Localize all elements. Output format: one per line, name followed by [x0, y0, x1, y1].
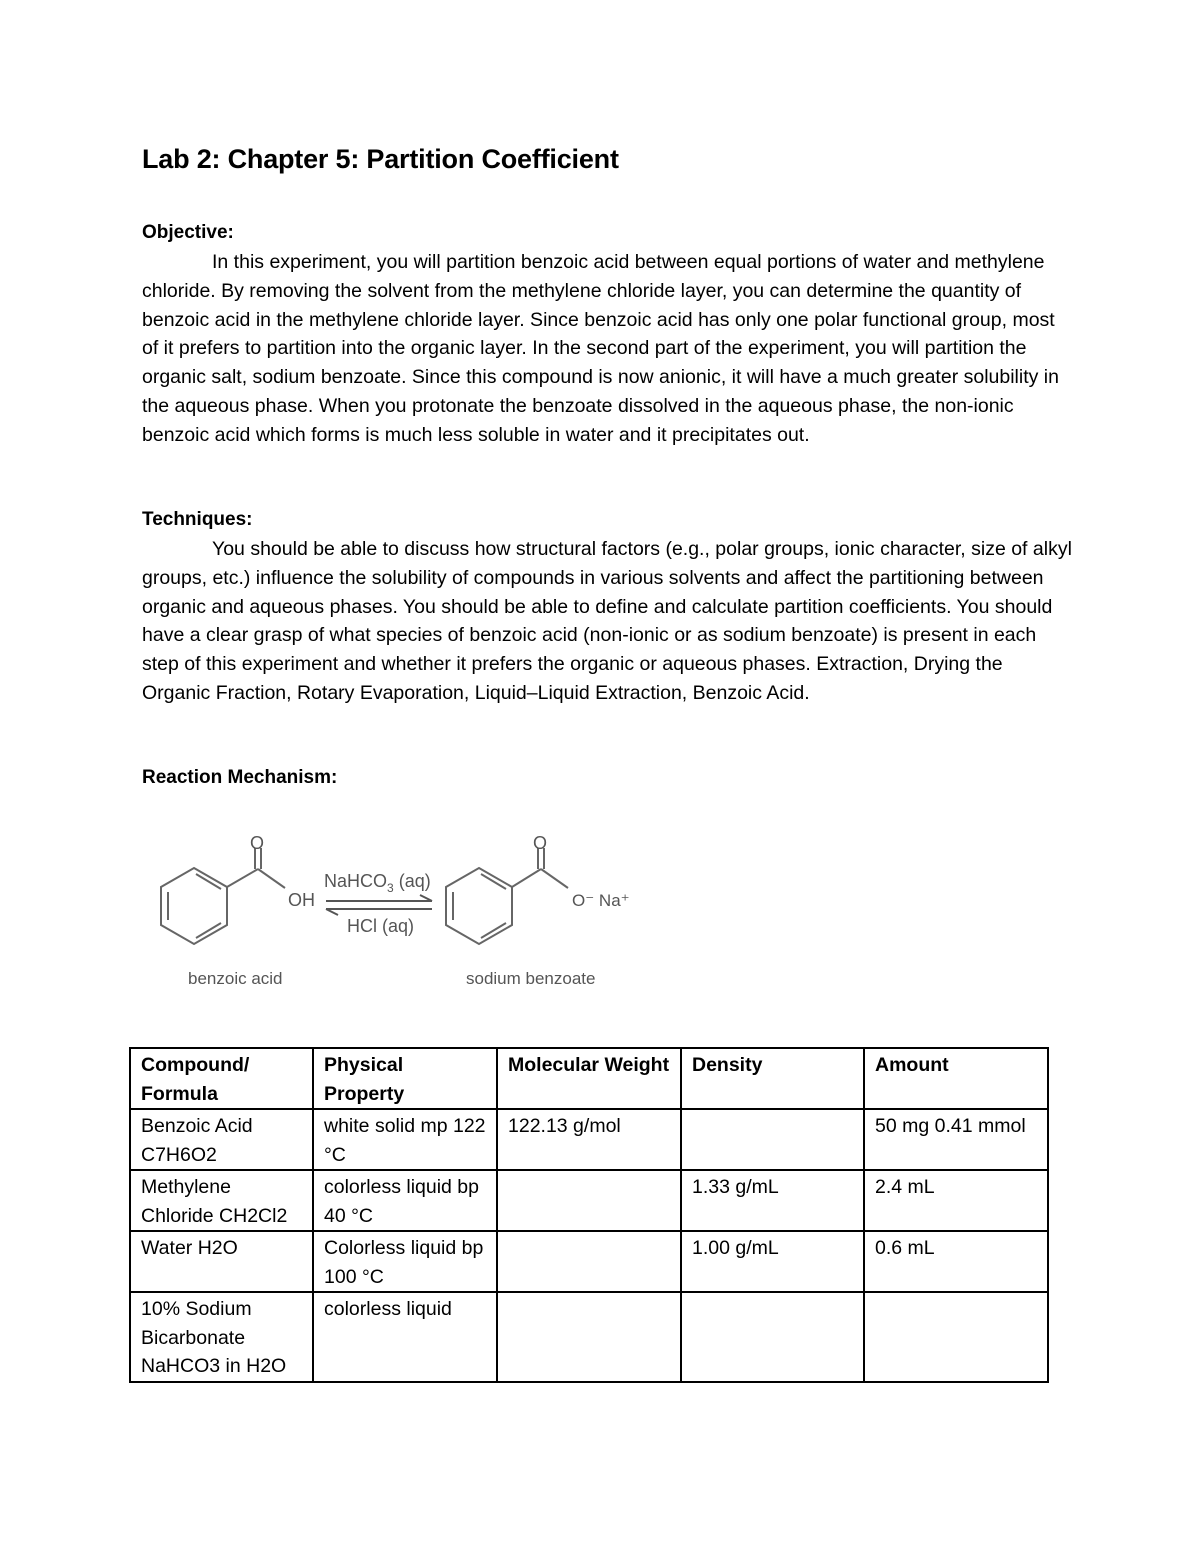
reagent-table: [129, 1047, 1049, 1383]
equilibrium-arrows: [326, 895, 432, 915]
table-row: [130, 1292, 1048, 1382]
table-cell: Colorless liquid bp 100 °C: [313, 1231, 497, 1292]
document-title: Lab 2: Chapter 5: Partition Coefficient: [142, 144, 619, 174]
table-row: [130, 1109, 1048, 1170]
table-cell: [681, 1292, 864, 1382]
table-cell: [864, 1292, 1048, 1382]
table-cell: Benzoic Acid C7H6O2: [130, 1109, 313, 1170]
reaction-scheme: [140, 820, 660, 1000]
table-cell: [497, 1231, 681, 1292]
table-cell: 0.6 mL: [864, 1231, 1048, 1292]
header-cell: Density: [681, 1048, 864, 1109]
table-cell: 50 mg 0.41 mmol: [864, 1109, 1048, 1170]
table-cell: 10% Sodium Bicarbonate NaHCO3 in H2O: [130, 1292, 313, 1382]
table-cell: 1.33 g/mL: [681, 1170, 864, 1231]
table-cell: 1.00 g/mL: [681, 1231, 864, 1292]
table-header-row: [130, 1048, 1048, 1109]
product-carbonyl-oxygen: O: [533, 833, 548, 853]
table-cell: colorless liquid bp 40 °C: [313, 1170, 497, 1231]
table-cell: Water H2O: [130, 1231, 313, 1292]
table-cell: white solid mp 122 °C: [313, 1109, 497, 1170]
objective-paragraph: In this experiment, you will partition benzoic acid between equal portions of water and methylene chloride. By removing the solvent from the methylene chloride layer, you can determine the quantity of benzoic acid in the methylene chloride layer. Since benzoic acid has only one polar functional group, most of it prefers to partition into the organic layer. In the second part of the experiment, you will partition the organic salt, sodium benzoate. Since this compound is now anionic, it will have a much greater solubility in the aqueous phase. When you protonate the benzoate dissolved in the aqueous phase, the non-ionic benzoic acid which forms is much less soluble in water and it precipitates out.: [142, 251, 1059, 446]
reactant-carbonyl-oxygen: O: [250, 833, 265, 853]
header-cell: Physical Property: [313, 1048, 497, 1109]
sodium-benzoate-structure: [446, 848, 568, 944]
table-cell: 122.13 g/mol: [497, 1109, 681, 1170]
product-carboxylate-label: O⁻ Na⁺: [572, 891, 630, 910]
reactant-hydroxyl-label: OH: [288, 890, 315, 910]
table-cell: Methylene Chloride CH2Cl2: [130, 1170, 313, 1231]
reverse-reagent-label: HCl (aq): [347, 916, 415, 936]
product-name: sodium benzoate: [466, 969, 596, 988]
forward-reagent-label: NaHCO$_3$ (aq): [324, 871, 431, 895]
table-cell: 2.4 mL: [864, 1170, 1048, 1231]
techniques-paragraph: You should be able to discuss how structural factors (e.g., polar groups, ionic character, size of alkyl groups, etc.) influence the solubility of compounds in various solvents and affect the partitioning between organic and aqueous phases. You should be able to define and calculate partition coefficients. You should have a clear grasp of what species of benzoic acid (non-ionic or as sodium benzoate) is present in each step of this experiment and whether it prefers the organic or aqueous phases. Extraction, Drying the Organic Fraction, Rotary Evaporation, Liquid–Liquid Extraction, Benzoic Acid.: [142, 538, 1072, 704]
table-cell: [497, 1170, 681, 1231]
mechanism-heading: Reaction Mechanism:: [142, 767, 338, 788]
table-cell: colorless liquid: [313, 1292, 497, 1382]
header-cell: Amount: [864, 1048, 1048, 1109]
techniques-heading: Techniques:: [142, 509, 253, 530]
header-cell: Compound/ Formula: [130, 1048, 313, 1109]
reactant-name: benzoic acid: [188, 969, 283, 988]
table-row: [130, 1170, 1048, 1231]
header-cell: Molecular Weight: [497, 1048, 681, 1109]
objective-heading: Objective:: [142, 222, 234, 243]
table-cell: [681, 1109, 864, 1170]
benzoic-acid-structure: [161, 848, 285, 944]
table-cell: [497, 1292, 681, 1382]
table-row: [130, 1231, 1048, 1292]
